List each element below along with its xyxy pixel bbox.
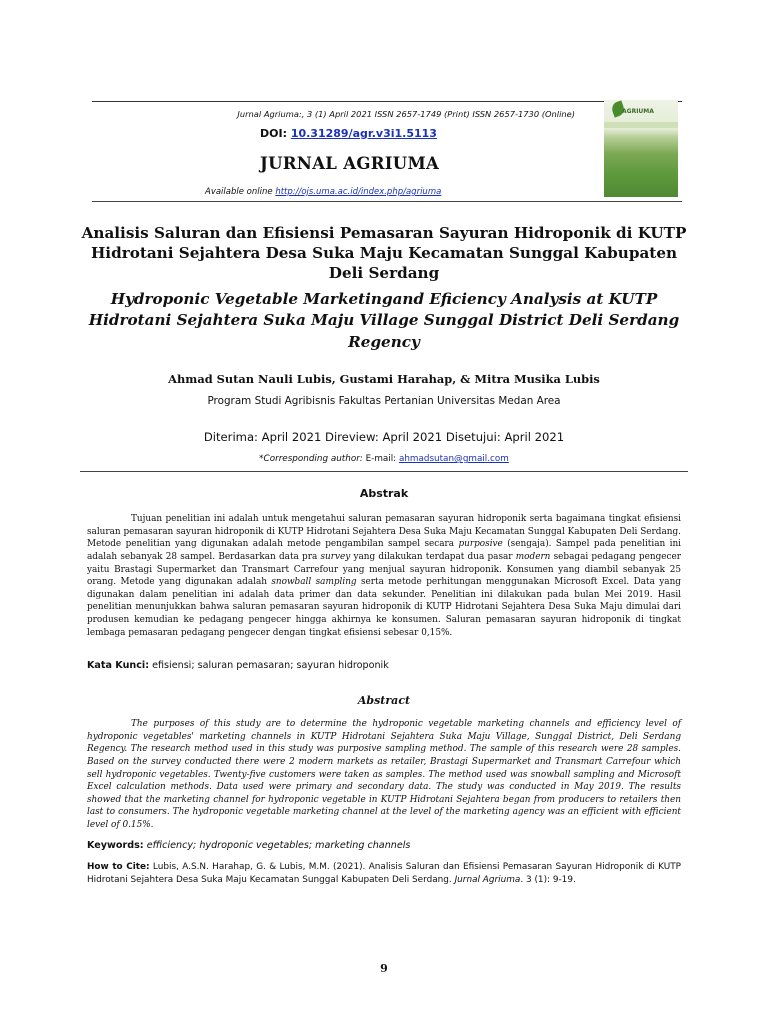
abstrak-italic-4: snowball sampling <box>271 577 357 588</box>
corresponding-label: *Corresponding author: <box>259 454 363 464</box>
journal-issue-text: Jurnal Agriuma:, 3 (1) April 2021 ISSN 2657-1749 (Print) ISSN 2657-1730 (Online) <box>237 109 575 119</box>
cite-text: Lubis, A.S.N. Harahap, G. & Lubis, M.M. (2021). Analisis Saluran dan Efisiensi Pemasaran Sayuran Hidroponik di KUTP Hidrotani Sejahtera Desa Suka Maju Kecamatan Sunggal Kabupaten Deli Serdang. <box>87 862 681 885</box>
kata-kunci-value: efisiensi; saluran pemasaran; sayuran hidroponik <box>149 660 389 671</box>
abstrak-body <box>87 513 681 639</box>
corresponding-author <box>80 454 688 464</box>
abstract-body: The purposes of this study are to determine the hydroponic vegetable marketing channels and efficiency level of hydroponic vegetables' marketing channels in KUTP Hidrotani Sejahtera Suka Maju Village, Sunggal District, Deli Serdang Regency. The research method used in this study was purposive sampling method. The sample of this research were 28 samples. Based on the survey conducted there were 2 modern markets as retailer, Brastagi Supermarket and Transmart Carrefour which sell hydroponic vegetables. Twenty-five customers were taken as samples. The method used was snowball sampling and Microsoft Excel calculation methods. Data used were primary and secondary data. The study was conducted in May 2019. The results showed that the marketing channel for hydroponic vegetable in KUTP Hidrotani Sejahtera began from producers to retailers then last to consumers. The hydroponic vegetable marketing channel at the level of the marketing agency was an efficient with efficient level of 0.15%. <box>87 719 681 831</box>
abstrak-italic-1: purposive <box>458 539 503 550</box>
submission-dates: Diterima: April 2021 Direview: April 2021 Disetujui: April 2021 <box>203 430 565 444</box>
kata-kunci-label: Kata Kunci: <box>87 660 150 671</box>
available-online <box>205 187 441 197</box>
keywords-value: efficiency; hydroponic vegetables; marketing channels <box>143 840 411 851</box>
kata-kunci <box>87 660 681 671</box>
keywords <box>87 840 681 851</box>
abstrak-italic-3: modern <box>515 551 551 562</box>
abstrak-italic-2: survey <box>320 551 351 562</box>
email-label: E-mail: <box>362 454 399 464</box>
keywords-label: Keywords: <box>87 840 144 851</box>
abstract-heading: Abstract <box>357 694 411 707</box>
affiliation: Program Studi Agribisnis Fakultas Pertanian Universitas Medan Area <box>207 395 561 407</box>
cover-title: AGRIUMA <box>622 108 654 115</box>
abstrak-text-5: serta metode perhitungan menggunakan Microsoft Excel. Data yang digunakan dalam penelitian ini adalah data primer dan data sekunder. Penelitian ini dilakukan pada bulan Mei 2019. Hasil penelitian menunjukkan bahwa saluran pemasaran sayuran hidroponik di KUTP Hidrotani Sejahtera Desa Suka Maju dimulai dari produsen kemudian ke pedagang pengecer hingga akhirnya ke konsumen. Saluran pemasaran sayuran hidroponik di tingkat lembaga pemasaran pedagang pengecer dengan tingkat efisiensi sebesar 0,15%. <box>87 577 681 638</box>
abstrak-text-3: yang dilakukan terdapat dua pasar <box>350 551 516 562</box>
abstrak-text-2: (sengaja). Sampel pada penelitian ini adalah sebanyak 28 sampel. Berdasarkan data pra <box>87 539 682 562</box>
abstract-top-rule <box>80 471 688 472</box>
abstrak-text-4: sebagai pedagang pengecer yaitu Brastagi Supermarket dan Transmart Carrefour yang menjual sayuran hidroponik. Konsumen yang diambil sebanyak 25 orang. Metode yang digunakan adalah <box>87 551 681 588</box>
page-number: 9 <box>380 962 388 975</box>
how-to-cite <box>87 861 681 886</box>
cite-journal: Jurnal Agriuma <box>454 874 521 885</box>
available-label: Available online <box>205 187 276 197</box>
journal-cover-image <box>604 100 678 197</box>
abstrak-text-1: Tujuan penelitian ini adalah untuk mengetahui saluran pemasaran sayuran hidroponik serta bagaimana tingkat efisiensi saluran pemasaran sayuran hidroponik di KUTP Hidrotani Sejahtera Desa Suka Maju Kecamatan Sunggal Kabupaten Deli Serdang. Metode penelitian yang digunakan adalah metode pengambilan sampel secara <box>87 514 681 550</box>
cite-tail: . 3 (1): 9-19. <box>520 874 576 885</box>
author-email-link[interactable]: ahmadsutan@gmail.com <box>398 454 509 464</box>
journal-name: JURNAL AGRIUMA <box>260 154 440 173</box>
article-title-english: Hydroponic Vegetable Marketingand Eficiency Analysis at KUTP Hidrotani Sejahtera Suka Maju Village Sunggal District Deli Serdang Regency <box>88 290 680 351</box>
header-top-rule <box>92 101 682 102</box>
cite-label: How to Cite: <box>87 862 150 872</box>
abstrak-heading: Abstrak <box>359 487 409 500</box>
article-title-indonesian: Analisis Saluran dan Efisiensi Pemasaran Sayuran Hidroponik di KUTP Hidrotani Sejahtera Desa Suka Maju Kecamatan Sunggal Kabupaten Deli Serdang <box>81 224 687 282</box>
header-bottom-rule <box>92 201 682 202</box>
doi-label: DOI: <box>260 127 291 140</box>
cover-band <box>604 122 678 128</box>
authors: Ahmad Sutan Nauli Lubis, Gustami Harahap, & Mitra Musika Lubis <box>168 372 600 386</box>
journal-issue-line <box>155 109 575 119</box>
journal-url-link[interactable]: http://ojs.uma.ac.id/index.php/agriuma <box>275 187 442 197</box>
doi-link[interactable]: 10.31289/agr.v3i1.5113 <box>290 127 437 140</box>
doi-line <box>260 127 437 140</box>
